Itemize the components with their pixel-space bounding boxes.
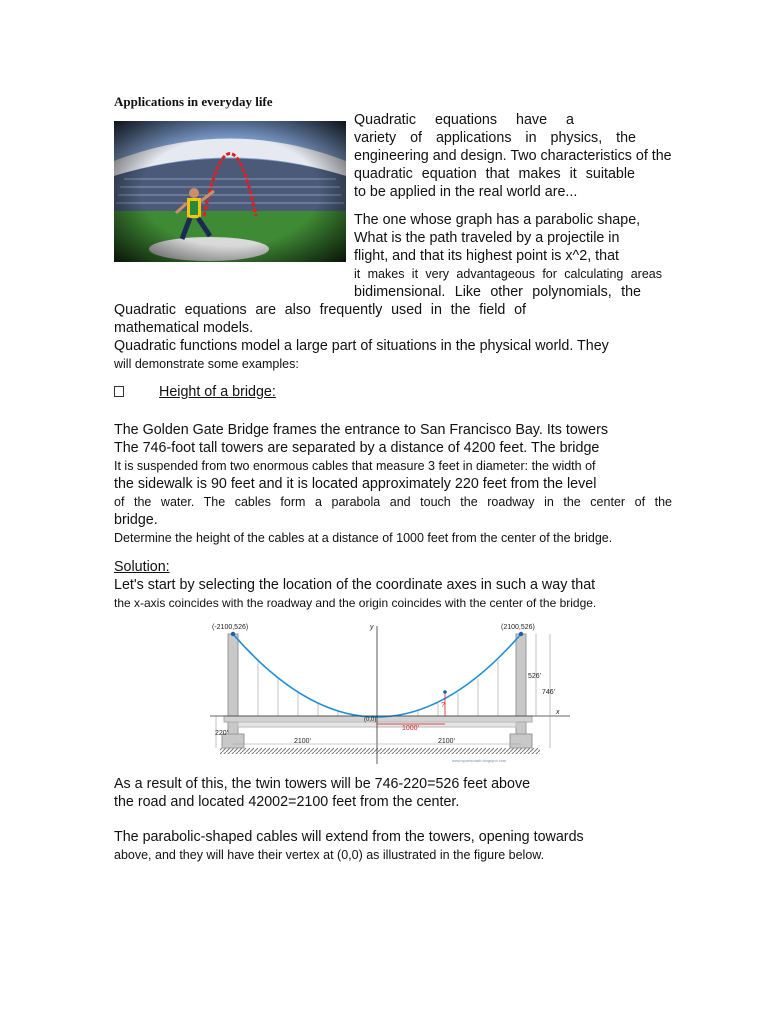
label-746: 746' bbox=[542, 689, 556, 696]
para2-line4: it makes it very advantageous for calculating areas bbox=[354, 267, 662, 281]
label-left-point: (-2100,526) bbox=[212, 624, 249, 631]
left-tower bbox=[228, 634, 238, 744]
para1-line5: to be applied in the real world are... bbox=[354, 184, 578, 200]
para3-line6: bridge. bbox=[114, 512, 158, 528]
para3-line7: Determine the height of the cables at a distance of 1000 feet from the center of the bridge. bbox=[114, 531, 613, 545]
para6-line1: The parabolic-shaped cables will extend from the towers, opening towards bbox=[114, 829, 584, 845]
para3-line3: It is suspended from two enormous cables that measure 3 feet in diameter: the width of bbox=[114, 459, 596, 473]
solution-label: Solution: bbox=[114, 559, 170, 575]
para1-line3: engineering and design. Two characteristics of the bbox=[354, 148, 672, 164]
para5-line2: the road and located 42002=2100 feet from the center. bbox=[114, 794, 460, 810]
right-tower bbox=[516, 634, 526, 744]
para5-line1: As a result of this, the twin towers will be 746-220=526 feet above bbox=[114, 776, 531, 792]
label-2100-left: 2100' bbox=[294, 738, 311, 745]
right-vertex-point bbox=[519, 632, 523, 636]
para1-line1: Quadratic equations have a bbox=[354, 112, 574, 128]
para2-line7: mathematical models. bbox=[114, 320, 254, 336]
label-526: 526' bbox=[528, 673, 542, 680]
bullet-box-icon bbox=[114, 386, 124, 397]
para2-line3: flight, and that its highest point is x^2, that bbox=[354, 248, 620, 264]
label-unknown-height: ? bbox=[441, 702, 445, 709]
para3-line2: The 746-foot tall towers are separated by a distance of 4200 feet. The bridge bbox=[114, 440, 600, 456]
bridge-diagram bbox=[210, 620, 570, 766]
para1-line4: quadratic equation that makes it suitable bbox=[354, 166, 635, 182]
label-220: 220' bbox=[215, 730, 229, 737]
label-x-axis: x bbox=[556, 709, 560, 716]
para4-line1: Let's start by selecting the location of the coordinate axes in such a way that bbox=[114, 577, 596, 593]
label-1000: 1000' bbox=[402, 725, 419, 732]
para2-line2: What is the path traveled by a projectile in bbox=[354, 230, 620, 246]
watermark-text: www.sportsmath.blogspot.com bbox=[452, 758, 507, 763]
para3-line1: The Golden Gate Bridge frames the entrance to San Francisco Bay. Its towers bbox=[114, 422, 609, 438]
para3-line4: the sidewalk is 90 feet and it is located approximately 220 feet from the level bbox=[114, 476, 597, 492]
bridge-diagram-svg bbox=[210, 620, 570, 766]
section-heading: Applications in everyday life bbox=[114, 94, 273, 109]
label-2100-right: 2100' bbox=[438, 738, 455, 745]
label-origin: (0,0) bbox=[364, 717, 377, 723]
para1-line2: variety of applications in physics, the bbox=[354, 130, 636, 146]
para3-line5: of the water. The cables form a parabola and touch the roadway in the center of the bbox=[114, 495, 672, 509]
para6-line2: above, and they will have their vertex at (0,0) as illustrated in the figure below. bbox=[114, 848, 545, 862]
athlete-photo-illustration bbox=[114, 121, 346, 262]
para2-line8: Quadratic functions model a large part of situations in the physical world. They bbox=[114, 338, 609, 354]
bullet-title: Height of a bridge: bbox=[159, 384, 276, 400]
para4-line2: the x-axis coincides with the roadway and the origin coincides with the center of the bridge. bbox=[114, 596, 597, 610]
label-right-point: (2100,526) bbox=[501, 624, 535, 631]
athlete-photo bbox=[114, 121, 346, 262]
para2-line6: Quadratic equations are also frequently used in the field of bbox=[114, 302, 526, 318]
label-y-axis: y bbox=[370, 624, 374, 631]
para2-line5: bidimensional. Like other polynomials, the bbox=[354, 284, 641, 300]
ground-hatch bbox=[220, 748, 540, 754]
left-vertex-point bbox=[231, 632, 235, 636]
para2-line1: The one whose graph has a parabolic shape, bbox=[354, 212, 641, 228]
para2-line9: will demonstrate some examples: bbox=[114, 357, 299, 371]
